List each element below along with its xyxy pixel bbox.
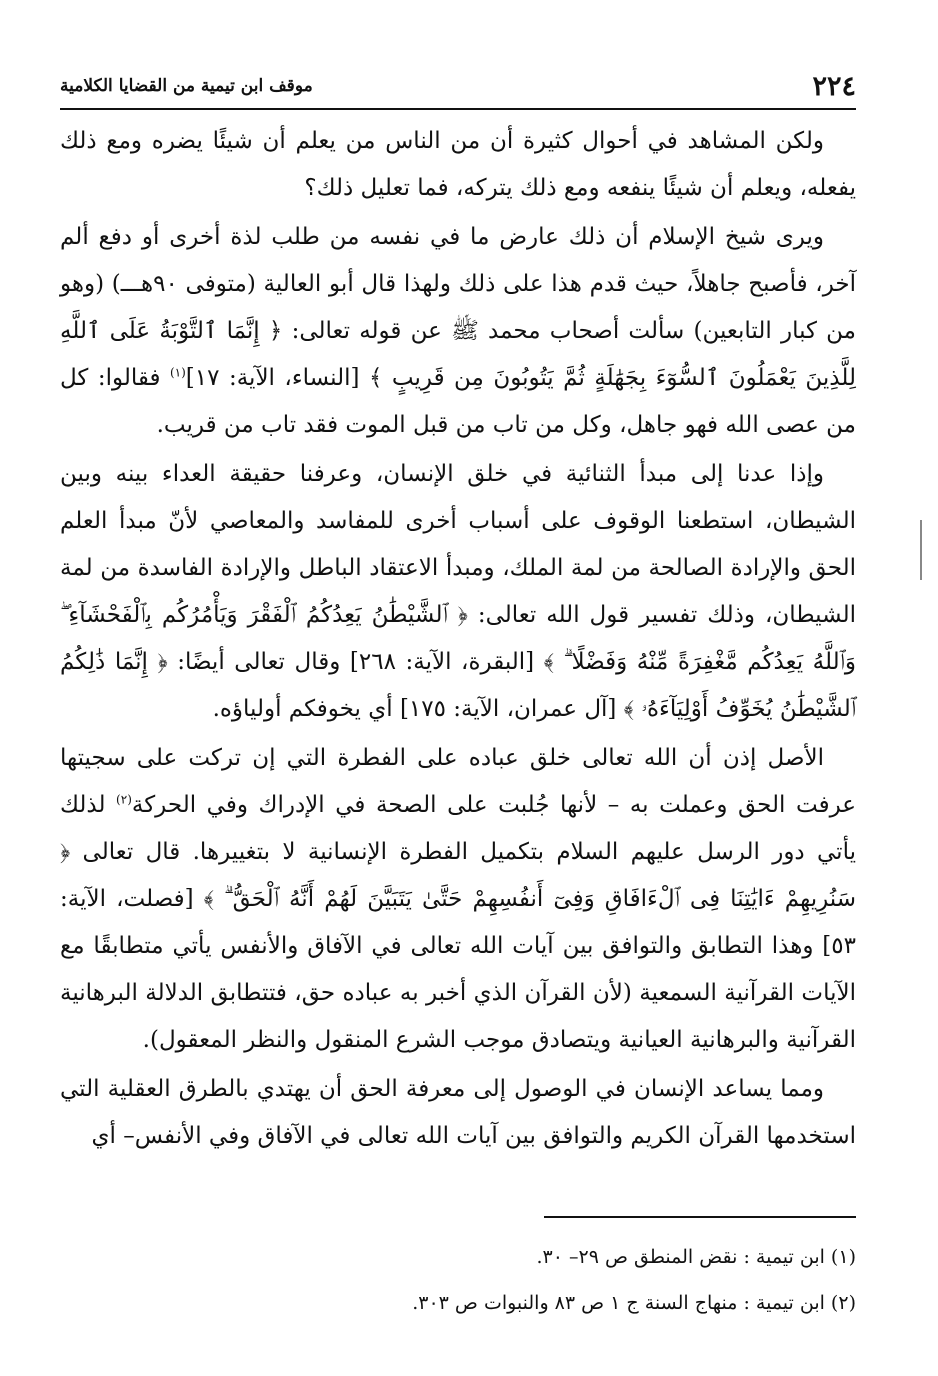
footnotes: [60, 1234, 856, 1326]
footnote-marker: (٢): [116, 792, 132, 807]
paragraph-text: ويرى شيخ الإسلام أن ذلك عارض ما في نفسه من طلب لذة أخرى أو دفع ألم آخر، فأصبح جاهلاً، حيث قدم هذا على ذلك ولهذا قال أبو العالية (متوفى ٩٠هـــ) (وهو من كبار التابعين) سألت أصحاب محمد ﷺ عن قوله تعالى:: [60, 224, 857, 344]
paragraph-text: فقالوا: كل من عصى الله فهو جاهل، وكل من تاب من قبل الموت فقد تاب من قريب.: [60, 365, 856, 438]
book-page: [60, 0, 856, 1376]
footnote-1: (١) ابن تيمية : نقض المنطق ص ٢٩– ٣٠.: [536, 1246, 856, 1268]
paragraph-text: [فصلت، الآية: ٥٣] وهذا التطابق والتوافق بين آيات الله تعالى في الآفاق والأنفس يأتي متطابقًا مع الآيات القرآنية السمعية (لأن القرآن الذي أخبر به عباده حق، فتتطابق الدلالة البرهانية القرآنية والبرهانية العيانية ويتصادق موجب الشرع المنقول والنظر المعقول).: [60, 886, 856, 1053]
paragraph-3: [60, 451, 856, 733]
quran-verse: ﴿ ٱلشَّيْطَٰنُ يَعِدُكُمُ ٱلْفَقْرَ وَيَأْمُرُكُم بِٱلْفَحْشَآءِ ۖ وَٱللَّهُ يَعِدُكُم مَّغْفِرَةً مِّنْهُ وَفَضْلًا ۗ ﴾: [60, 602, 856, 675]
quran-verse: ﴿ إِنَّمَا ٱلتَّوْبَةُ عَلَى ٱللَّهِ لِلَّذِينَ يَعْمَلُونَ ٱلسُّوٓءَ بِجَهَٰلَةٍ ثُمَّ يَتُوبُونَ مِن قَرِيبٍ ﴾: [60, 318, 857, 391]
paragraph-text: وإذا عدنا إلى مبدأ الثنائية في خلق الإنسان، وعرفنا حقيقة العداء بينه وبين الشيطان، استطعنا الوقوف على أسباب أخرى للمفاسد والمعاصي لأنّ مبدأ العلم الحق والإرادة الصالحة من لمة الملك، ومبدأ الاعتقاد الباطل والإرادة الفاسدة من لمة الشيطان، وذلك تفسير قول الله تعالى:: [60, 461, 856, 628]
quran-verse: ﴿ إِنَّمَا ذَٰلِكُمُ ٱلشَّيْطَٰنُ يُخَوِّفُ أَوْلِيَآءَهُۥ ﴾: [60, 649, 856, 722]
paragraph-text: ولكن المشاهد في أحوال كثيرة أن من الناس من يعلم أن شيئًا يضره ومع ذلك يفعله، ويعلم أن شيئًا ينفعه ومع ذلك يتركه، فما تعليل ذلك؟: [60, 128, 856, 201]
body-text: [60, 118, 856, 1162]
paragraph-text: الأصل إذن أن الله تعالى خلق عباده على الفطرة التي إن تركت على سجيتها عرفت الحق وعملت به – لأنها جُلبت على الصحة في الإدراك وفي الحركة: [60, 745, 856, 818]
paragraph-text: ومما يساعد الإنسان في الوصول إلى معرفة الحق أن يهتدي بالطرق العقلية التي استخدمها القرآن الكريم والتوافق بين آيات الله تعالى في الآفاق وفي الأنفس– أي: [60, 1076, 856, 1149]
scan-margin-line: [920, 520, 922, 580]
running-title: موقف ابن تيمية من القضايا الكلامية: [60, 76, 313, 96]
quran-verse: ﴿ سَنُرِيهِمْ ءَايَٰتِنَا فِى ٱلْءَافَاقِ وَفِىٓ أَنفُسِهِمْ حَتَّىٰ يَتَبَيَّنَ لَهُمْ أَنَّهُ ٱلْحَقُّ ۗ ﴾: [60, 839, 856, 912]
verse-reference: [آل عمران، الآية: ١٧٥] أي يخوفكم أولياؤه.: [212, 696, 624, 722]
page-number: ٢٢٤: [812, 70, 856, 102]
paragraph-2: [60, 214, 856, 449]
running-header: [60, 66, 856, 106]
paragraph-1: [60, 118, 856, 212]
footnote-marker: (١): [169, 365, 186, 380]
header-divider: [60, 108, 856, 110]
footnote-divider: [544, 1216, 856, 1218]
paragraph-5: [60, 1066, 856, 1160]
footnote-2: (٢) ابن تيمية : منهاج السنة ج ١ ص ٨٣ والنبوات ص ٣٠٣.: [412, 1292, 856, 1314]
verse-reference: [النساء، الآية: ١٧]: [185, 365, 369, 391]
paragraph-text: لذلك يأتي دور الرسل عليهم السلام بتكميل الفطرة الإنسانية لا بتغييرها. قال تعالى: [60, 792, 856, 865]
paragraph-4: [60, 735, 856, 1064]
verse-reference: [البقرة، الآية: ٢٦٨] وقال تعالى أيضًا:: [167, 649, 544, 675]
